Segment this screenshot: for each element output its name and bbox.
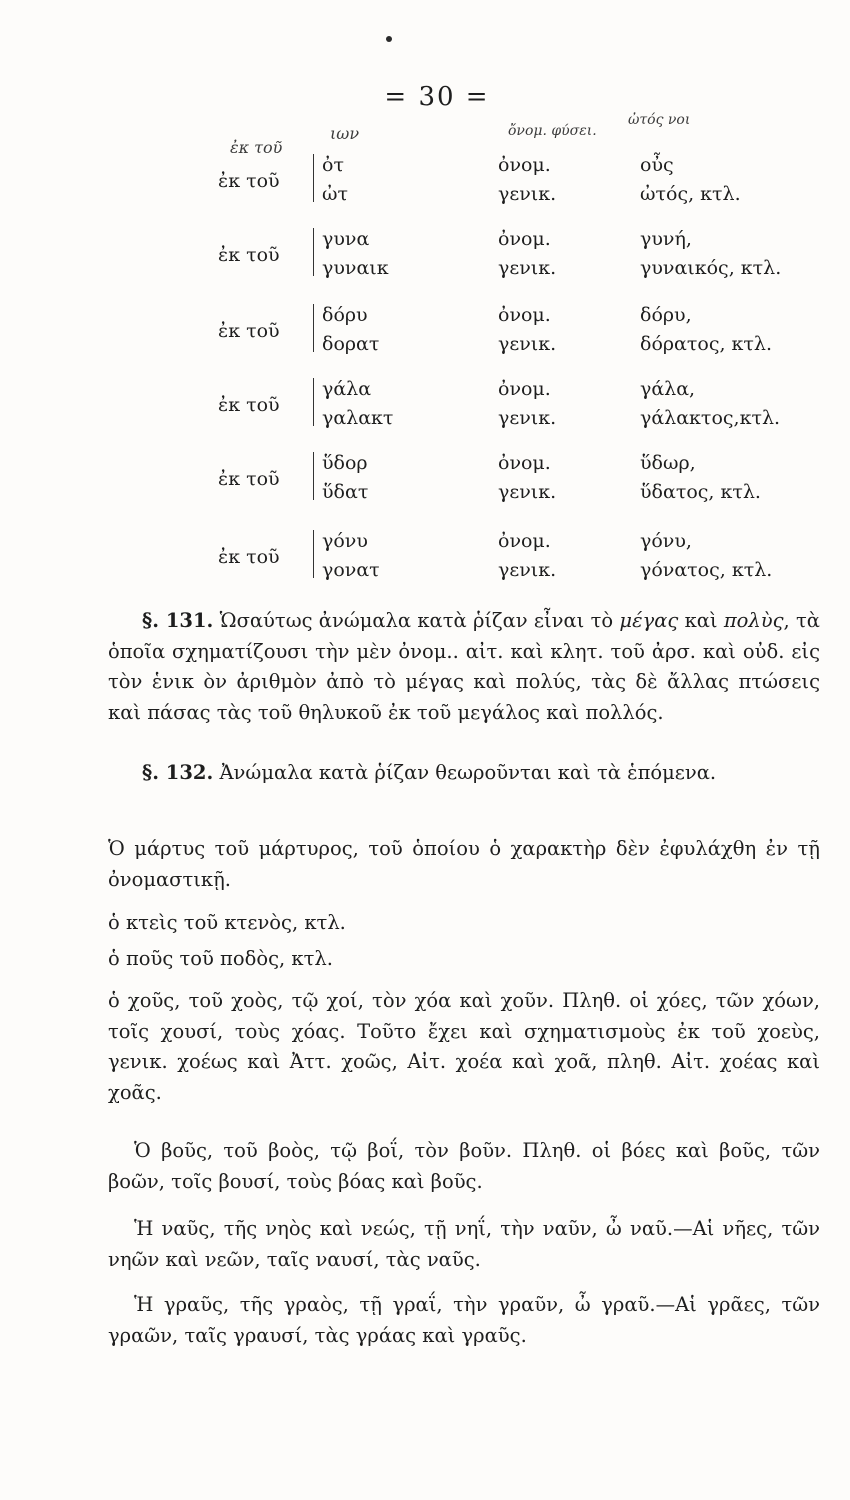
line-text: Ὁ βοῦς, τοῦ βοὸς, τῷ βοΐ, τὸν βοῦν. Πληθ. οἱ βόες καὶ βοῦς, τῶν βοῶν, τοῖς βουσί, τοὺς βόας καὶ βοῦς.: [108, 1139, 820, 1193]
brace: [313, 452, 320, 500]
brace: [313, 304, 320, 352]
source-label: ἐκ τοῦ: [218, 468, 280, 490]
example-line: [108, 908, 820, 939]
case-gen: γενικ.: [498, 481, 557, 503]
source-label: ἐκ τοῦ: [218, 320, 280, 342]
stem-nom: γόνυ: [322, 530, 368, 552]
declension-group: [0, 452, 850, 514]
case-nom: ὀνομ.: [498, 378, 551, 400]
form-nom: γόνυ,: [640, 530, 692, 552]
case-nom: ὀνομ.: [498, 228, 551, 250]
word-megas: μέγας: [619, 609, 679, 632]
form-gen: γυναικός, κτλ.: [640, 257, 782, 279]
case-nom: ὀνομ.: [498, 530, 551, 552]
paragraph-text: Ὡσαύτως ἀνώμαλα κατὰ ῥίζαν εἶναι τὸ: [213, 609, 620, 632]
source-label: ἐκ τοῦ: [218, 170, 280, 192]
form-nom: ὕδωρ,: [640, 452, 696, 474]
brace: [313, 154, 320, 202]
form-nom: οὖς: [640, 154, 674, 176]
form-gen: γόνατος, κτλ.: [640, 559, 773, 581]
declension-group: [0, 378, 850, 440]
form-gen: δόρατος, κτλ.: [640, 333, 773, 355]
brace: [313, 378, 320, 426]
stem-gen: γαλακτ: [322, 407, 394, 429]
case-nom: ὀνομ.: [498, 304, 551, 326]
declension-group: [0, 304, 850, 366]
case-gen: γενικ.: [498, 559, 557, 581]
case-gen: γενικ.: [498, 257, 557, 279]
stem-gen: δορατ: [322, 333, 380, 355]
paragraph-text: , τὰ ὁποῖα σχηματίζουσι τὴν μὲν ὀνομ.. αἰτ. καὶ κλητ. τοῦ ἀρσ. καὶ οὐδ. εἰς τὸν ἑνικ ὸν ἀριθμὸν ἀπὸ τὸ μέγας καὶ πολύς, τὰς δὲ ἄλλας πτώσεις καὶ πάσας τὰς τοῦ θηλυκοῦ ἐκ τοῦ μεγάλος καὶ πολλός.: [108, 609, 820, 724]
example-line: [108, 834, 820, 895]
source-label: ἐκ τοῦ: [218, 546, 280, 568]
stem-gen: γυναικ: [322, 257, 389, 279]
case-nom: ὀνομ.: [498, 154, 551, 176]
form-nom: γάλα,: [640, 378, 696, 400]
paragraph-131: [108, 606, 820, 728]
case-gen: γενικ.: [498, 407, 557, 429]
line-text: Ἡ ναῦς, τῆς νηὸς καὶ νεώς, τῇ νηΐ, τὴν ναῦν, ὦ ναῦ.—Αἱ νῆες, τῶν νηῶν καὶ νεῶν, ταῖς ναυσί, τὰς ναῦς.: [108, 1217, 820, 1271]
form-nom: δόρυ,: [640, 304, 692, 326]
stem-nom: ὕδορ: [322, 452, 368, 474]
brace: [313, 228, 320, 276]
example-line: [108, 944, 820, 975]
handwritten-note-2: ιων: [330, 124, 360, 143]
section-number: §. 132.: [142, 761, 214, 784]
stem-nom: γάλα: [322, 378, 372, 400]
stem-nom: ὀτ: [322, 154, 344, 176]
line-text: Ἡ γραῦς, τῆς γραὸς, τῇ γραΐ, τὴν γραῦν, ὦ γραῦ.—Αἱ γρᾶες, τῶν γραῶν, ταῖς γραυσί, τὰς γράας καὶ γραῦς.: [108, 1293, 820, 1347]
stem-gen: ὕδατ: [322, 481, 369, 503]
line-text: ὁ κτεὶς τοῦ κτενὸς, κτλ.: [108, 911, 346, 934]
section-number: §. 131.: [142, 609, 214, 632]
case-nom: ὀνομ.: [498, 452, 551, 474]
page-number: = 30 =: [384, 82, 490, 112]
paragraph-text: καὶ: [678, 609, 724, 632]
case-gen: γενικ.: [498, 333, 557, 355]
example-paragraph: [108, 986, 820, 1108]
handwritten-note-3: ὄνομ. φύσει.: [508, 123, 597, 139]
form-nom: γυνή,: [640, 228, 692, 250]
line-text: ὁ ποῦς τοῦ ποδὸς, κτλ.: [108, 947, 333, 970]
line-text: Ὁ μάρτυς τοῦ μάρτυρος, τοῦ ὁποίου ὁ χαρακτὴρ δὲν ἐφυλάχθη ἐν τῇ ὀνομαστικῇ.: [108, 837, 820, 891]
form-gen: ὕδατος, κτλ.: [640, 481, 761, 503]
declension-group: [0, 530, 850, 592]
stem-gen: ὠτ: [322, 183, 349, 205]
paragraph-text: Ἀνώμαλα κατὰ ῥίζαν θεωροῦνται καὶ τὰ ἑπόμενα.: [213, 761, 717, 784]
ink-dot: [386, 36, 392, 42]
example-paragraph: [108, 1290, 820, 1351]
example-paragraph: [108, 1136, 820, 1197]
brace: [313, 530, 320, 578]
handwritten-note-4: ὠτός νοι: [628, 112, 691, 128]
stem-nom: γυνα: [322, 228, 370, 250]
stem-nom: δόρυ: [322, 304, 368, 326]
line-text: ὁ χοῦς, τοῦ χοὸς, τῷ χοί, τὸν χόα καὶ χοῦν. Πληθ. οἱ χόες, τῶν χόων, τοῖς χουσί, τοὺς χόας. Τοῦτο ἔχει καὶ σχηματισμοὺς ἐκ τοῦ χοεὺς, γενικ. χοέως καὶ Ἀττ. χοῶς, Αἰτ. χοέα καὶ χοᾶ, πληθ. Αἰτ. χοέας καὶ χοᾶς.: [108, 989, 820, 1104]
declension-group: [0, 154, 850, 216]
stem-gen: γονατ: [322, 559, 380, 581]
word-polys: πολὺς: [723, 609, 784, 632]
paragraph-132: [108, 758, 820, 789]
case-gen: γενικ.: [498, 183, 557, 205]
source-label: ἐκ τοῦ: [218, 394, 280, 416]
form-gen: ὠτός, κτλ.: [640, 183, 741, 205]
declension-group: [0, 228, 850, 290]
handwritten-note-1: ἐκ τοῦ: [230, 138, 283, 157]
example-paragraph: [108, 1214, 820, 1275]
source-label: ἐκ τοῦ: [218, 244, 280, 266]
form-gen: γάλακτος,κτλ.: [640, 407, 781, 429]
